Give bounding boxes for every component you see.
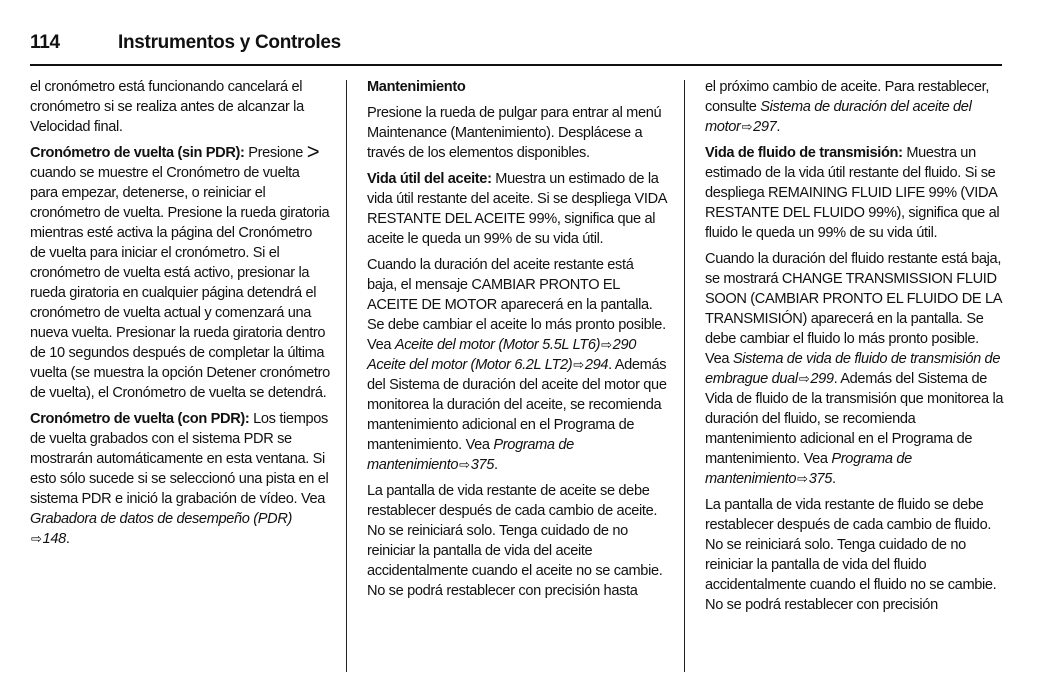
paragraph: La pantalla de vida restante de aceite se debe restablecer después de cada cambio de aceite. No se reiniciará solo. Tenga cuidado de no reiniciar la pantalla de vida del aceite accidentalmente cuando el aceite no se cambie. No se podrá restablecer con precisión hasta: [367, 483, 663, 599]
reference-arrow-icon: ⇨: [797, 471, 808, 486]
cross-reference-link[interactable]: Programa de mantenimiento: [705, 451, 912, 487]
paragraph: Presione la rueda de pulgar para entrar al menú Maintenance (Mantenimiento). Desplácese a través de los elementos disponibles.: [367, 105, 662, 161]
reference-arrow-icon: ⇨: [601, 337, 612, 352]
section-heading: Mantenimiento: [367, 79, 466, 95]
cross-reference-link[interactable]: Sistema de vida de fluido de transmisión de embrague dual: [705, 351, 1001, 387]
cross-reference-link[interactable]: Grabadora de datos de desempeño (PDR): [30, 511, 293, 527]
page-header: [30, 28, 1002, 66]
term: Cronómetro de vuelta (con PDR):: [30, 411, 250, 427]
column-2: [367, 77, 667, 607]
page-reference[interactable]: 299: [810, 371, 834, 387]
cross-reference-link[interactable]: Sistema de duración del aceite del motor: [705, 99, 972, 135]
chevron-right-icon: >: [306, 139, 320, 164]
page-reference[interactable]: 290: [612, 337, 636, 353]
page-reference[interactable]: 148: [42, 531, 66, 547]
paragraph-oil-life: Vida útil del aceite: Muestra un estimado de la vida útil restante del aceite. Si se despliega VIDA RESTANTE DEL ACEITE 99%, significa que al aceite le queda un 99% de su vida útil.: [367, 171, 667, 247]
reference-arrow-icon: ⇨: [31, 531, 42, 546]
page-number: 114: [30, 32, 60, 53]
paragraph: La pantalla de vida restante de fluido se debe restablecer después de cada cambio de fluido. No se reiniciará solo. Tenga cuidado de no reiniciar la pantalla de vida del fluido accidentalmente cuando el fluido no se cambie. No se podrá restablecer con precisión: [705, 497, 997, 613]
column-3: [705, 77, 1005, 621]
term: Cronómetro de vuelta (sin PDR):: [30, 145, 245, 161]
cross-reference-link[interactable]: Programa de mantenimiento: [367, 437, 574, 473]
paragraph-oil-change: Cuando la duración del aceite restante está baja, el mensaje CAMBIAR PRONTO EL ACEITE DE MOTOR aparecerá en la pantalla. Se debe cambiar el aceite lo más pronto posible. Vea Aceite del motor (Motor 5.5L LT6)⇨290 Aceite del motor (Motor 6.2L LT2)⇨294. Además del Sistema de duración del aceite del motor que monitorea la duración del aceite, se recomienda mantenimiento adicional en el Programa de mantenimiento. Vea Programa de mantenimiento⇨375.: [367, 257, 667, 473]
reference-arrow-icon: ⇨: [459, 457, 470, 472]
reference-arrow-icon: ⇨: [741, 119, 753, 134]
paragraph-lap-timer-no-pdr: Cronómetro de vuelta (sin PDR): Presione > cuando se muestre el Cronómetro de vuelta para empezar, detenerse, o reiniciar el cronómetro de vuelta. Presione la rueda giratoria mientras esté activa la página del Cronómetro de vuelta para iniciar el cronómetro. Si el cronómetro de vuelta está activo, presionar la rueda giratoria en cualquier página detendrá el cronómetro de vuelta actual y comenzará una nueva vuelta. Presionar la rueda giratoria dentro de 10 segundos después de completar la última vuelta (se muestra la opción Detener cronómetro de vuelta), el Cronómetro de vuelta se detendrá.: [30, 139, 330, 401]
paragraph-reset: el próximo cambio de aceite. Para restablecer, consulte Sistema de duración del aceite del motor⇨297.: [705, 79, 990, 135]
page-reference[interactable]: 375: [470, 457, 495, 473]
term: Vida útil del aceite:: [367, 171, 492, 187]
cross-reference-link[interactable]: Aceite del motor (Motor 5.5L LT6): [394, 337, 601, 353]
cross-reference-link[interactable]: Aceite del motor (Motor 6.2L LT2): [367, 357, 573, 373]
reference-arrow-icon: ⇨: [798, 371, 810, 386]
reference-arrow-icon: ⇨: [573, 357, 584, 372]
page-title: Instrumentos y Controles: [118, 32, 341, 53]
paragraph-fluid-change: Cuando la duración del fluido restante está baja, se mostrará CHANGE TRANSMISSION FLUID SOON (CAMBIAR PRONTO EL FLUIDO DE LA TRANSMISIÓN) aparecerá en la pantalla. Se debe cambiar el fluido lo más pronto posible. Vea Sistema de vida de fluido de transmisión de embrague dual⇨299. Además del Sistema de Vida de fluido de la transmisión que monitorea la duración del fluido, se recomienda mantenimiento adicional en el Programa de mantenimiento. Vea Programa de mantenimiento⇨375.: [705, 251, 1004, 487]
column-divider: [684, 80, 685, 672]
column-divider: [346, 80, 347, 672]
term: Vida de fluido de transmisión:: [705, 145, 903, 161]
paragraph: el cronómetro está funcionando cancelará el cronómetro si se realiza antes de alcanzar la Velocidad final.: [30, 79, 304, 135]
paragraph-lap-timer-pdr: Cronómetro de vuelta (con PDR): Los tiempos de vuelta grabados con el sistema PDR se mostrarán automáticamente en esta ventana. Si esto sólo sucede si se seleccionó una pista en el sistema PDR e inició la grabación de vídeo. Vea Grabadora de datos de desempeño (PDR) ⇨148.: [30, 411, 329, 547]
paragraph-transmission-fluid: Vida de fluido de transmisión: Muestra un estimado de la vida útil restante del fluido. Si se despliega REMAINING FLUID LIFE 99% (VIDA RESTANTE DEL FLUIDO 99%), significa que al fluido le queda un 99% de su vida útil.: [705, 145, 1000, 241]
page-reference[interactable]: 375: [808, 471, 833, 487]
page-reference[interactable]: 294: [584, 357, 609, 373]
column-1: [30, 77, 330, 555]
page-reference[interactable]: 297: [753, 119, 777, 135]
